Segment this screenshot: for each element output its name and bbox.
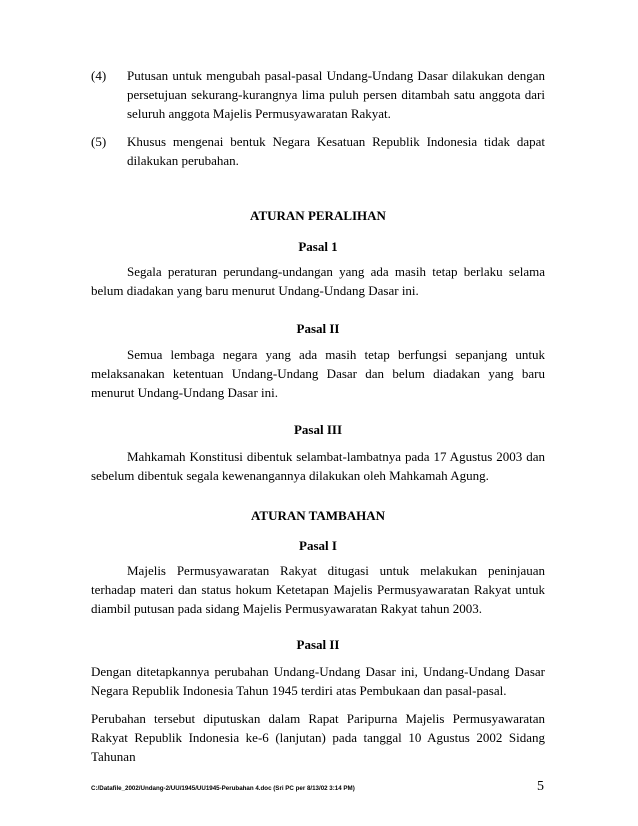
article-title: Pasal II <box>296 637 340 652</box>
article-title: Pasal 1 <box>298 239 338 254</box>
footer-file-path: C:/Datafile_2002/Undang-2/UU/1945/UU1945-Perubahan 4.doc (Sri PC per 8/13/02 3:14 PM) <box>91 785 355 792</box>
article-title: Pasal III <box>293 422 343 437</box>
clause-text: Khusus mengenai bentuk Negara Kesatuan Republik Indonesia tidak dapat dilakukan perubahan. <box>127 134 545 168</box>
clause-number: (4) <box>91 68 107 83</box>
article-title: Pasal II <box>296 321 340 336</box>
section-heading: ATURAN PERALIHAN <box>250 208 386 223</box>
article-text: Semua lembaga negara yang ada masih tetap berfungsi sepanjang untuk melaksanakan ketentuan Undang-Undang Dasar dan belum diadakan yang baru menurut Undang-Undang Dasar ini. <box>91 347 545 400</box>
article-text: Dengan ditetapkannya perubahan Undang-Undang Dasar ini, Undang-Undang Dasar Negara Republik Indonesia Tahun 1945 terdiri atas Pembukaan dan pasal-pasal. <box>91 664 545 698</box>
page-number: 5 <box>537 779 544 794</box>
clause-number: (5) <box>91 134 107 149</box>
article-text: Majelis Permusyawaratan Rakyat ditugasi untuk melakukan peninjauan terhadap materi dan status hokum Ketetapan Majelis Permusyawaratan Rakyat untuk diambil putusan pada sidang Majelis Permusyawaratan Rakyat tahun 2003. <box>91 563 545 616</box>
clause-text: Putusan untuk mengubah pasal-pasal Undang-Undang Dasar dilakukan dengan persetujuan sekurang-kurangnya lima puluh persen ditambah satu anggota dari seluruh anggota Majelis Permusyawaratan Rakyat. <box>127 68 545 121</box>
section-heading: ATURAN TAMBAHAN <box>251 508 385 523</box>
article-text: Segala peraturan perundang-undangan yang ada masih tetap berlaku selama belum diadakan yang baru menurut Undang-Undang Dasar ini. <box>91 264 545 298</box>
article-text: Perubahan tersebut diputuskan dalam Rapat Paripurna Majelis Permusyawaratan Rakyat Republik Indonesia ke-6 (lanjutan) pada tanggal 10 Agustus 2002 Sidang Tahunan <box>91 711 545 764</box>
article-title: Pasal I <box>299 538 337 553</box>
article-text: Mahkamah Konstitusi dibentuk selambat-lambatnya pada 17 Agustus 2003 dan sebelum dibentuk segala kewenangannya dilakukan oleh Mahkamah Agung. <box>91 449 545 483</box>
